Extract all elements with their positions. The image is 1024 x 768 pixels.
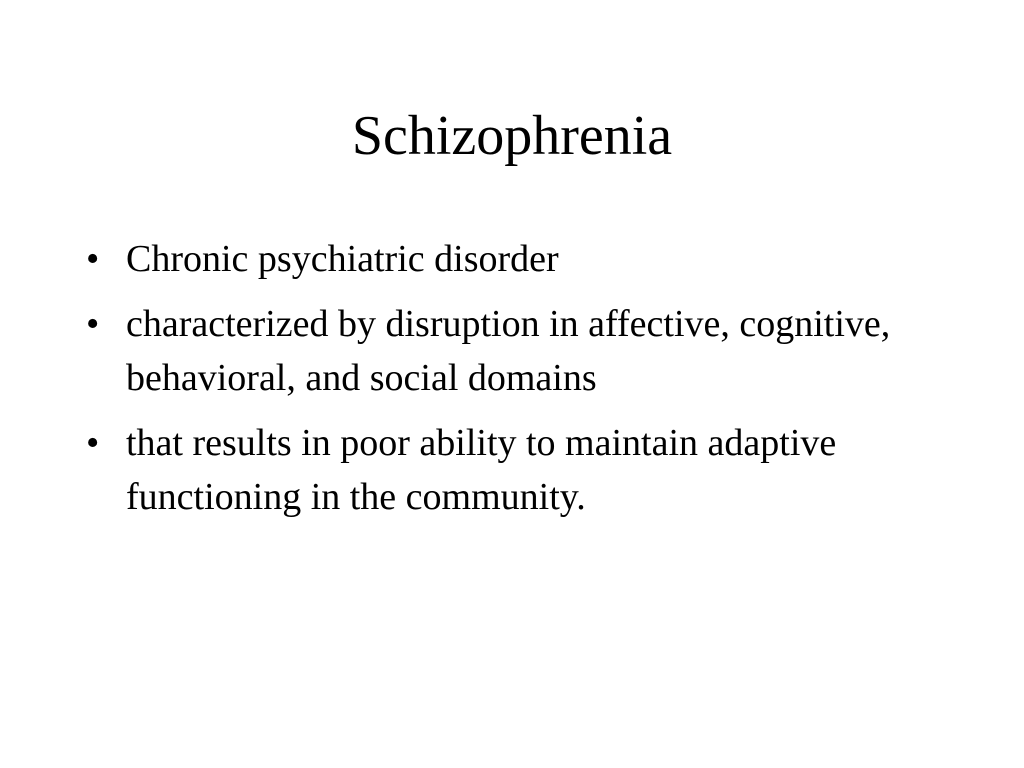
bullet-marker: • [86,422,100,464]
bullet-item [86,232,946,286]
bullet-text: characterized by disruption in affective, cognitive, behavioral, and social domains [126,303,891,399]
slide-title: Schizophrenia [351,105,673,167]
bullet-list [86,232,946,535]
bullet-text: that results in poor ability to maintain adaptive functioning in the community. [126,422,837,518]
bullet-marker: • [86,238,100,280]
bullet-item [86,416,946,524]
bullet-text: Chronic psychiatric disorder [126,238,559,280]
bullet-marker: • [86,303,100,345]
bullet-item [86,297,946,405]
